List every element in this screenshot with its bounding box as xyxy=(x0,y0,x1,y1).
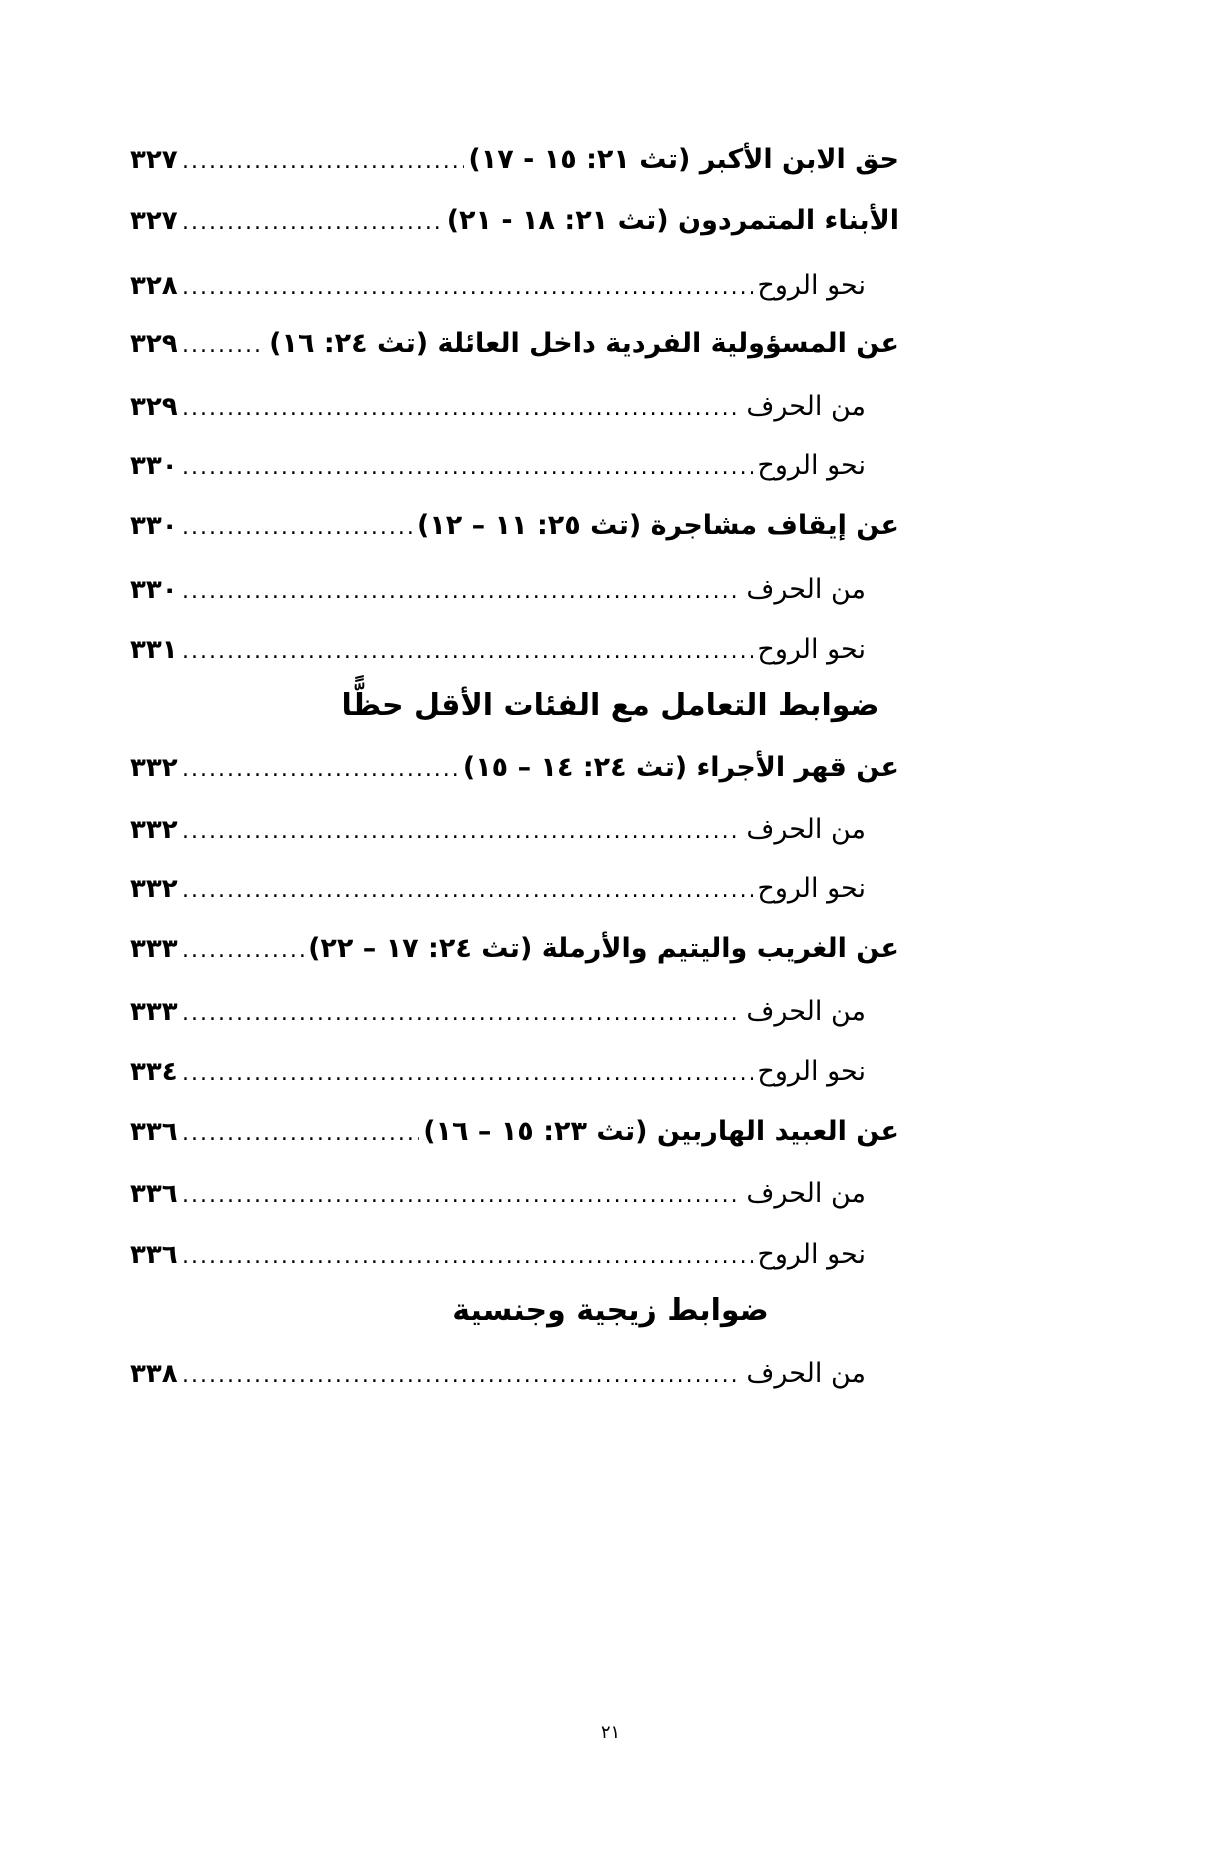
toc-entry-page: ٣٣٣ xyxy=(130,934,178,964)
toc-entry-page: ٣٣٠ xyxy=(130,575,178,605)
toc-entry-page: ٣٣٢ xyxy=(130,753,178,783)
section-heading: ضوابط التعامل مع الفئات الأقل حظًّا xyxy=(341,688,880,723)
toc-subentry[interactable] xyxy=(130,441,866,491)
toc-entry-page: ٣٢٧ xyxy=(130,145,178,175)
toc-entry-title: عن الغريب واليتيم والأرملة (تث ٢٤: ١٧ – ٢٢) xyxy=(308,933,899,964)
dot-leader xyxy=(182,926,304,976)
toc-entry-page: ٣٢٩ xyxy=(130,392,178,422)
toc-entry[interactable] xyxy=(130,924,899,974)
toc-entry-page: ٣٣٠ xyxy=(130,511,178,541)
toc-subentry[interactable] xyxy=(130,1230,866,1280)
toc-subentry[interactable] xyxy=(130,565,866,615)
dot-leader xyxy=(182,745,459,795)
dot-leader xyxy=(182,567,742,617)
toc-entry-title: عن العبيد الهاربين (تث ٢٣: ١٥ – ١٦) xyxy=(423,1116,899,1147)
toc-subentry[interactable] xyxy=(130,382,866,432)
toc-entry-page: ٣٣٣ xyxy=(130,997,178,1027)
toc-entry-page: ٣٢٩ xyxy=(130,329,178,359)
dot-leader xyxy=(182,1049,753,1099)
toc-entry[interactable] xyxy=(130,135,899,185)
dot-leader xyxy=(182,443,753,493)
toc-entry-page: ٣٣١ xyxy=(130,635,178,665)
toc-entry[interactable] xyxy=(130,501,899,551)
toc-entry-page: ٣٣٢ xyxy=(130,815,178,845)
toc-entry-page: ٣٣٦ xyxy=(130,1117,178,1147)
dot-leader xyxy=(182,1351,742,1401)
dot-leader xyxy=(182,866,753,916)
toc-entry-title: نحو الروح xyxy=(757,634,866,665)
dot-leader xyxy=(182,989,742,1039)
dot-leader xyxy=(182,384,742,434)
toc-entry-title: نحو الروح xyxy=(757,1239,866,1270)
toc-entry-title: عن قهر الأجراء (تث ٢٤: ١٤ – ١٥) xyxy=(462,752,899,783)
toc-entry-title: من الحرف xyxy=(746,391,866,422)
toc-entry-title: نحو الروح xyxy=(757,873,866,904)
toc-subentry[interactable] xyxy=(130,805,866,855)
toc-entry-title: من الحرف xyxy=(746,574,866,605)
toc-entry-page: ٣٢٧ xyxy=(130,206,178,236)
dot-leader xyxy=(182,627,753,677)
toc-subentry[interactable] xyxy=(130,1047,866,1097)
toc-entry-title: نحو الروح xyxy=(757,1056,866,1087)
toc-entry-title: نحو الروح xyxy=(757,270,866,301)
toc-entry-page: ٣٢٨ xyxy=(130,271,178,301)
toc-entry-title: نحو الروح xyxy=(757,450,866,481)
toc-subentry[interactable] xyxy=(130,987,866,1037)
toc-entry-title: عن المسؤولية الفردية داخل العائلة (تث ٢٤: ١٦) xyxy=(269,328,899,359)
toc-entry-title: من الحرف xyxy=(746,996,866,1027)
dot-leader xyxy=(182,263,753,313)
dot-leader xyxy=(182,1109,419,1159)
toc-entry[interactable] xyxy=(130,1107,899,1157)
toc-entry-page: ٣٣٠ xyxy=(130,451,178,481)
toc-entry-title: عن إيقاف مشاجرة (تث ٢٥: ١١ – ١٢) xyxy=(416,510,899,541)
toc-entry-page: ٣٣٦ xyxy=(130,1240,178,1270)
toc-entry[interactable] xyxy=(130,319,899,369)
dot-leader xyxy=(182,1232,753,1282)
toc-entry-title: من الحرف xyxy=(746,814,866,845)
dot-leader xyxy=(182,1171,742,1221)
toc-subentry[interactable] xyxy=(130,625,866,675)
toc-entry-title: من الحرف xyxy=(746,1358,866,1389)
page-number: ٢١ xyxy=(600,1722,621,1743)
dot-leader xyxy=(182,198,443,248)
toc-subentry[interactable] xyxy=(130,1169,866,1219)
toc-entry[interactable] xyxy=(130,743,899,793)
dot-leader xyxy=(182,807,742,857)
toc-entry[interactable] xyxy=(130,196,899,246)
dot-leader xyxy=(182,137,464,187)
dot-leader xyxy=(182,503,413,553)
toc-entry-title: من الحرف xyxy=(746,1178,866,1209)
toc-entry-page: ٣٣٨ xyxy=(130,1359,178,1389)
toc-entry-page: ٣٣٢ xyxy=(130,874,178,904)
toc-subentry[interactable] xyxy=(130,864,866,914)
toc-subentry[interactable] xyxy=(130,261,866,311)
section-heading: ضوابط زيجية وجنسية xyxy=(452,1293,769,1328)
dot-leader xyxy=(182,321,265,371)
toc-entry-page: ٣٣٦ xyxy=(130,1179,178,1209)
toc-entry-title: الأبناء المتمردون (تث ٢١: ١٨ - ٢١) xyxy=(446,205,899,236)
toc-entry-title: حق الابن الأكبر (تث ٢١: ١٥ - ١٧) xyxy=(468,144,899,175)
toc-subentry[interactable] xyxy=(130,1349,866,1399)
toc-entry-page: ٣٣٤ xyxy=(130,1057,178,1087)
